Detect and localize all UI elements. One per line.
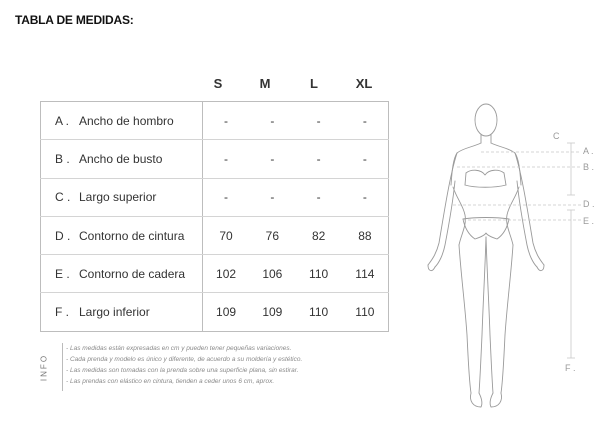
info-notes bbox=[66, 343, 302, 387]
cell-s: 109 bbox=[202, 293, 249, 331]
cell-xl: - bbox=[342, 102, 389, 140]
cell-s: - bbox=[202, 178, 249, 216]
cell-m: - bbox=[249, 178, 295, 216]
table-row bbox=[41, 293, 389, 331]
cell-xl: 110 bbox=[342, 293, 389, 331]
cell-m: 76 bbox=[249, 216, 295, 254]
marker-b: B . bbox=[583, 162, 595, 172]
row-letter: F . bbox=[55, 305, 69, 320]
cell-l: - bbox=[296, 140, 342, 178]
cell-s: - bbox=[202, 140, 249, 178]
body-outline-icon bbox=[428, 104, 544, 407]
info-note: - Cada prenda y modelo es único y diferente, de acuerdo a su moldería y estético. bbox=[66, 356, 303, 363]
page-title: TABLA DE MEDIDAS: bbox=[15, 13, 134, 27]
size-header-s: S bbox=[213, 76, 223, 91]
cell-m: 109 bbox=[249, 293, 295, 331]
info-side-label bbox=[35, 349, 55, 389]
size-header-xl: XL bbox=[355, 76, 373, 91]
row-letter: E . bbox=[55, 266, 70, 281]
row-letter: B . bbox=[55, 151, 70, 166]
row-label: Largo superior bbox=[79, 190, 157, 205]
cell-s: - bbox=[202, 102, 249, 140]
table-row bbox=[41, 255, 389, 293]
row-label-cell bbox=[41, 216, 203, 254]
marker-d: D . bbox=[583, 199, 595, 209]
body-measurement-figure bbox=[395, 95, 607, 417]
marker-e: E . bbox=[583, 216, 595, 226]
row-letter: A . bbox=[55, 113, 70, 128]
info-note: - Las medidas son tomadas con la prenda sobre una superficie plana, sin estirar. bbox=[66, 367, 299, 374]
table-row bbox=[41, 102, 389, 140]
row-label: Contorno de cintura bbox=[79, 228, 185, 243]
marker-a: A . bbox=[583, 146, 594, 156]
row-label: Contorno de cadera bbox=[79, 266, 186, 281]
cell-l: 110 bbox=[296, 255, 342, 293]
marker-f: F . bbox=[565, 363, 576, 373]
row-label-cell bbox=[41, 178, 203, 216]
row-letter: C . bbox=[55, 190, 71, 205]
cell-l: 82 bbox=[296, 216, 342, 254]
info-note: - Las medidas están expresadas en cm y pueden tener pequeñas variaciones. bbox=[66, 345, 292, 352]
info-label: INFO bbox=[39, 353, 49, 382]
row-label-cell bbox=[41, 102, 203, 140]
table-row bbox=[41, 216, 389, 254]
row-label: Largo inferior bbox=[79, 305, 150, 320]
cell-xl: 88 bbox=[342, 216, 389, 254]
row-label-cell bbox=[41, 140, 203, 178]
size-header-m: M bbox=[259, 76, 271, 91]
cell-xl: - bbox=[342, 140, 389, 178]
row-label-cell bbox=[41, 293, 203, 331]
measurements-table bbox=[40, 101, 389, 332]
row-label-cell bbox=[41, 255, 203, 293]
cell-s: 70 bbox=[202, 216, 249, 254]
row-label: Ancho de hombro bbox=[79, 113, 174, 128]
table-row bbox=[41, 140, 389, 178]
cell-m: - bbox=[249, 140, 295, 178]
info-note: - Las prendas con elástico en cintura, tienden a ceder unos 6 cm, aprox. bbox=[66, 378, 275, 385]
marker-c: C bbox=[553, 131, 560, 141]
info-divider bbox=[62, 343, 63, 391]
cell-xl: - bbox=[342, 178, 389, 216]
row-letter: D . bbox=[55, 228, 71, 243]
size-header-l: L bbox=[310, 76, 318, 91]
cell-l: - bbox=[296, 178, 342, 216]
cell-s: 102 bbox=[202, 255, 249, 293]
cell-m: 106 bbox=[249, 255, 295, 293]
table-row bbox=[41, 178, 389, 216]
cell-l: 110 bbox=[296, 293, 342, 331]
cell-xl: 114 bbox=[342, 255, 389, 293]
row-label: Ancho de busto bbox=[79, 151, 163, 166]
measurement-guides bbox=[453, 143, 581, 358]
cell-l: - bbox=[296, 102, 342, 140]
cell-m: - bbox=[249, 102, 295, 140]
